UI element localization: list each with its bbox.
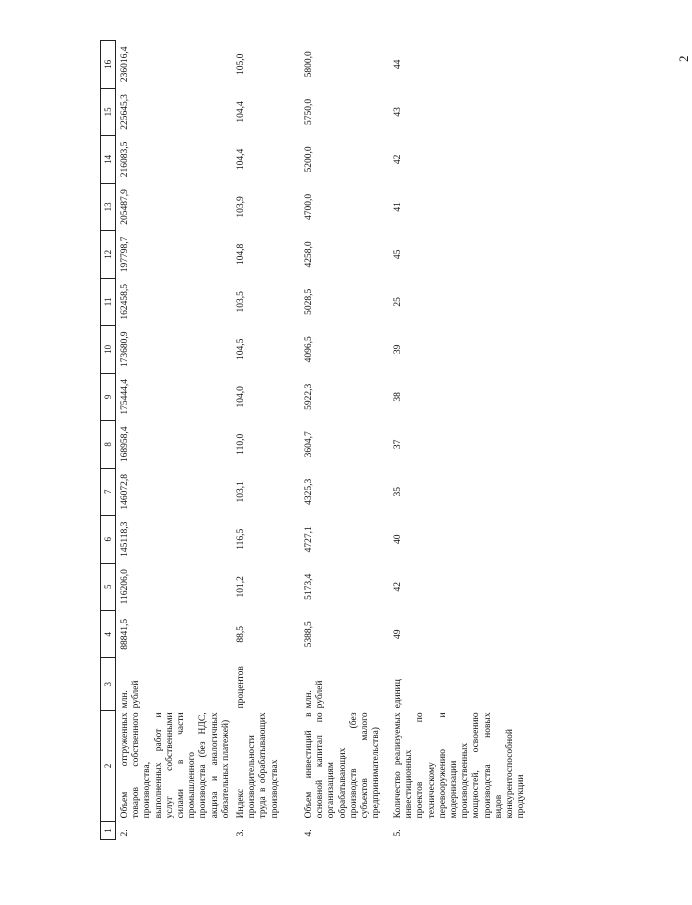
header-cell: 5: [101, 563, 116, 610]
table-row: [232, 41, 300, 840]
value-cell: 5750,0: [304, 98, 315, 125]
value-cell: 216083,5: [120, 141, 130, 178]
table-row: [300, 41, 389, 840]
header-cell: 10: [101, 326, 116, 373]
value-cell: 4096,5: [304, 336, 315, 363]
header-cell: 3: [101, 658, 116, 710]
indicator-name: Объем отгруженных товаров собственного производства, выполненных работ и услуг собственными силами в части промышленного производства (без НДС, акциза и аналогичных обязательных платежей): [120, 712, 231, 819]
value-cell: 146072,8: [120, 473, 130, 510]
value-cell: 104,4: [236, 148, 247, 171]
value-cell: 205487,9: [120, 189, 130, 225]
table-row: [389, 41, 558, 840]
header-row: [101, 41, 116, 840]
value-cell: 168958,4: [120, 426, 130, 463]
value-cell: 5200,0: [304, 146, 315, 173]
value-cell: 40: [393, 534, 404, 545]
value-cell: 35: [393, 487, 404, 497]
value-cell: 5388,5: [304, 621, 315, 648]
value-cell: 116,5: [236, 528, 247, 550]
unit-cell: единиц: [393, 679, 404, 709]
value-cell: 145118,3: [120, 521, 130, 557]
indicator-name: Индекс производительности труда в обрабатывающих производствах: [236, 712, 280, 819]
header-cell: 4: [101, 611, 116, 658]
value-cell: 42: [393, 154, 404, 165]
table-row: [116, 41, 233, 840]
value-cell: 103,5: [236, 291, 247, 313]
value-cell: 5922,3: [304, 383, 315, 410]
value-cell: 49: [393, 629, 404, 639]
value-cell: 225645,3: [120, 94, 130, 130]
value-cell: 104,8: [236, 243, 247, 266]
value-cell: 105,0: [236, 53, 247, 76]
header-cell: 2: [101, 710, 116, 821]
value-cell: 88,5: [236, 625, 247, 643]
header-cell: 7: [101, 468, 116, 515]
row-number: 2.: [120, 829, 130, 837]
value-cell: 5173,4: [304, 573, 315, 600]
unit-cell: млн. рублей: [120, 680, 142, 709]
row-number: 3.: [236, 829, 247, 837]
value-cell: 103,9: [236, 196, 247, 218]
value-cell: 4700,0: [304, 193, 315, 220]
header-cell: 13: [101, 183, 116, 230]
rotated-table-container: [100, 40, 630, 840]
header-cell: 11: [101, 278, 116, 325]
value-cell: 104,4: [236, 101, 247, 123]
unit-cell: процентов: [236, 666, 247, 709]
value-cell: 88841,5: [120, 618, 130, 650]
header-cell: 14: [101, 136, 116, 183]
header-cell: 15: [101, 88, 116, 135]
header-cell: 9: [101, 373, 116, 420]
header-cell: 8: [101, 421, 116, 468]
value-cell: 4727,1: [304, 526, 315, 553]
value-cell: 25: [393, 297, 404, 307]
row-number: 5.: [393, 829, 404, 837]
value-cell: 103,1: [236, 481, 247, 503]
value-cell: 4258,0: [304, 241, 315, 268]
value-cell: 101,2: [236, 576, 247, 598]
value-cell: 45: [393, 249, 404, 260]
value-cell: 38: [393, 392, 404, 402]
header-cell: 16: [101, 41, 116, 89]
header-cell: 12: [101, 231, 116, 278]
value-cell: 5800,0: [304, 51, 315, 78]
value-cell: 197798,7: [120, 236, 130, 273]
value-cell: 162458,5: [120, 284, 130, 320]
row-number: 4.: [304, 829, 315, 837]
value-cell: 44: [393, 59, 404, 70]
page-number: 2: [676, 55, 691, 62]
value-cell: 116206,0: [120, 569, 130, 605]
indicators-table: [100, 40, 558, 840]
value-cell: 175444,4: [120, 379, 130, 415]
value-cell: 104,5: [236, 338, 247, 361]
value-cell: 37: [393, 439, 404, 450]
value-cell: 43: [393, 107, 404, 117]
header-cell: 6: [101, 516, 116, 563]
unit-cell: млн. рублей: [304, 680, 326, 709]
indicator-name: Объем инвестиций в основной капитал по организациям обрабатывающих производств (без субъектов малого предпринимательства): [304, 712, 382, 819]
indicator-name: Количество реализуемых инвестиционных проектов по техническому перевооружению и модернизации производственных мощностей, освоению производства новых видов конкурентоспособной продукции: [393, 712, 527, 819]
value-cell: 39: [393, 344, 404, 355]
value-cell: 236016,4: [120, 46, 130, 83]
value-cell: 173680,9: [120, 331, 130, 368]
header-cell: 1: [101, 821, 116, 839]
value-cell: 5028,5: [304, 288, 315, 315]
value-cell: 4325,3: [304, 478, 315, 505]
value-cell: 110,0: [236, 433, 247, 455]
value-cell: 3604,7: [304, 431, 315, 458]
value-cell: 42: [393, 582, 404, 592]
value-cell: 41: [393, 202, 404, 212]
value-cell: 104,0: [236, 386, 247, 408]
